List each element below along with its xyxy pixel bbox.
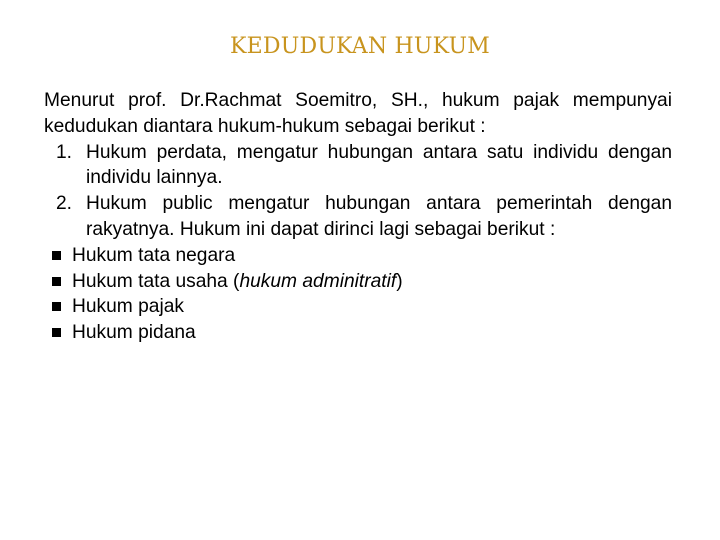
bullet-text: Hukum pidana xyxy=(72,322,196,344)
list-item-text: Hukum perdata, mengatur hubungan antara satu individu dengan individu lainnya. xyxy=(86,141,672,189)
bullet-text: Hukum tata negara xyxy=(72,244,236,266)
bullet-item xyxy=(44,269,672,295)
numbered-list xyxy=(44,140,672,243)
numbered-item xyxy=(44,191,672,243)
list-number: 1. xyxy=(56,141,73,163)
square-bullet-icon xyxy=(52,277,61,286)
slide-title: KEDUDUKAN HUKUM xyxy=(230,34,490,59)
square-bullet-icon xyxy=(52,302,61,311)
bullet-text: Hukum pajak xyxy=(72,296,184,318)
numbered-item xyxy=(44,140,672,192)
bullet-text-suffix: ) xyxy=(396,270,403,292)
bullet-list xyxy=(44,243,672,346)
list-number: 2. xyxy=(56,193,73,215)
list-item-text: Hukum public mengatur hubungan antara pemerintah dengan rakyatnya. Hukum ini dapat dirinci lagi sebagai berikut : xyxy=(86,193,672,240)
slide-content xyxy=(44,88,672,346)
intro-paragraph: Menurut prof. Dr.Rachmat Soemitro, SH., hukum pajak mempunyai kedudukan diantara hukum-hukum sebagai berikut : xyxy=(44,90,672,137)
square-bullet-icon xyxy=(52,328,61,337)
square-bullet-icon xyxy=(52,251,61,260)
bullet-item xyxy=(44,243,672,269)
bullet-item xyxy=(44,294,672,320)
bullet-text-prefix: Hukum tata usaha ( xyxy=(72,270,240,292)
bullet-item xyxy=(44,320,672,346)
bullet-text-italic: hukum adminitratif xyxy=(239,270,397,292)
